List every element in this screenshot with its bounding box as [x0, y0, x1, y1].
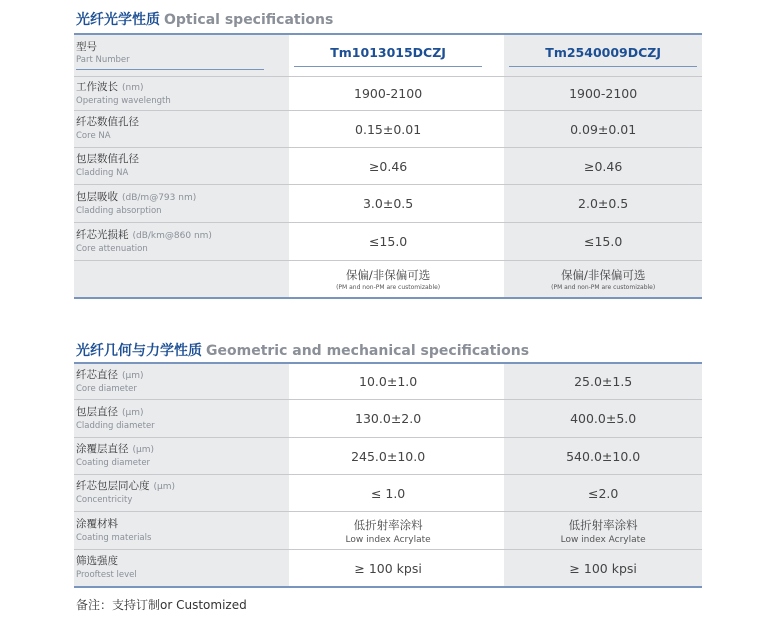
footnote: 备注：支持订制or Customized: [76, 598, 247, 612]
pm-option-cn: 保偏/非保偏可选: [345, 268, 431, 282]
row-label-cn: 涂覆层直径: [76, 443, 129, 455]
row-label-cn: 包层直径: [76, 405, 118, 418]
value-cell: ≤2.0: [587, 485, 619, 501]
value-cell: 0.09±0.01: [570, 121, 637, 137]
geometric-section-title: [76, 340, 529, 360]
value-cell: 245.0±10.0: [351, 448, 426, 464]
row-label-en: Concentricity: [76, 495, 133, 505]
optical-title-cn: 光纤光学性质: [76, 12, 160, 28]
table-row: [74, 550, 702, 588]
table-row: [74, 475, 702, 512]
row-label-cn: 包层吸收: [76, 190, 118, 203]
row-unit: (nm): [122, 82, 144, 93]
value-cell: 0.15±0.01: [355, 121, 422, 137]
table-row: [74, 185, 702, 223]
part-number-1: Tm1013015DCZJ: [330, 44, 446, 60]
geometric-table: [74, 362, 702, 588]
value-cell: 25.0±1.5: [574, 374, 633, 389]
geometric-title-cn: 光纤几何与力学性质: [76, 343, 202, 359]
row-label-cn: 工作波长: [76, 80, 118, 93]
row-label-en: Coating materials: [76, 532, 152, 543]
table-row: [74, 261, 702, 299]
value-cell: ≥0.46: [584, 158, 623, 174]
value-cell: 1900-2100: [569, 86, 638, 101]
value-cell: 10.0±1.0: [359, 374, 418, 389]
optical-section-title: [76, 9, 333, 29]
optical-table: [74, 33, 702, 299]
value-cell: 1900-2100: [354, 86, 423, 101]
value-cell: 低折射率涂料: [353, 517, 423, 532]
part-number-row: [74, 35, 702, 77]
value-cell: ≤15.0: [368, 234, 408, 249]
row-label-en: Cladding NA: [76, 168, 129, 178]
part-label-cn: 型号: [76, 41, 97, 53]
pm-option-en: (PM and non-PM are customizable): [551, 284, 656, 291]
row-label-en: Coating diameter: [76, 458, 151, 468]
row-unit: (dB/m@793 nm): [122, 192, 197, 203]
value-cell: 540.0±10.0: [566, 448, 641, 464]
pm-option-en: (PM and non-PM are customizable): [336, 284, 441, 291]
part-label-en: Part Number: [76, 55, 130, 65]
value-cell: ≤ 1.0: [370, 485, 406, 501]
row-label-cn: 涂覆材料: [76, 517, 118, 530]
row-unit: (μm): [122, 370, 144, 381]
row-unit: (dB/km@860 nm): [132, 230, 212, 241]
row-label-en: Core diameter: [76, 383, 137, 394]
value-cell: 400.0±5.0: [570, 411, 637, 426]
row-label-cn: 纤芯直径: [76, 368, 118, 381]
value-cell: ≤15.0: [584, 234, 623, 249]
row-label-cn: 纤芯包层同心度: [76, 480, 150, 492]
row-unit: (μm): [122, 407, 144, 418]
row-label-en: Core attenuation: [76, 243, 148, 254]
row-label-cn: 包层数值孔径: [76, 153, 139, 165]
row-label-en: Cladding diameter: [76, 420, 155, 431]
value-cell-sub: Low index Acrylate: [345, 534, 431, 545]
row-unit: (μm): [132, 445, 155, 455]
table-row: [74, 111, 702, 148]
value-cell: ≥0.46: [368, 158, 408, 174]
table-row: [74, 400, 702, 438]
value-cell: 130.0±2.0: [355, 411, 422, 426]
value-cell: 2.0±0.5: [578, 196, 629, 211]
table-row: [74, 364, 702, 400]
row-label-cn: 纤芯光损耗: [76, 228, 129, 241]
table-row: [74, 512, 702, 550]
part-number-2: Tm2540009DCZJ: [545, 44, 661, 60]
row-label-en: Cladding absorption: [76, 205, 162, 216]
table-row: [74, 223, 702, 261]
table-row: [74, 77, 702, 111]
row-label-en: Operating wavelength: [76, 95, 171, 106]
value-cell: 低折射率涂料: [568, 517, 638, 532]
row-label-cn: 纤芯数值孔径: [76, 116, 139, 128]
value-cell: ≥ 100 kpsi: [569, 560, 637, 576]
value-cell: 3.0±0.5: [362, 196, 414, 211]
value-cell-sub: Low index Acrylate: [560, 534, 646, 545]
geometric-title-en: Geometric and mechanical specifications: [206, 343, 530, 359]
pm-option-cn: 保偏/非保偏可选: [560, 268, 646, 282]
row-label-en: Core NA: [76, 131, 111, 141]
value-cell: ≥ 100 kpsi: [354, 560, 422, 576]
table-row: [74, 148, 702, 185]
row-label-cn: 筛选强度: [76, 555, 118, 567]
row-label-en: Prooftest level: [76, 570, 137, 580]
optical-title-en: Optical specifications: [164, 12, 334, 28]
row-unit: (μm): [153, 482, 176, 492]
table-row: [74, 438, 702, 475]
